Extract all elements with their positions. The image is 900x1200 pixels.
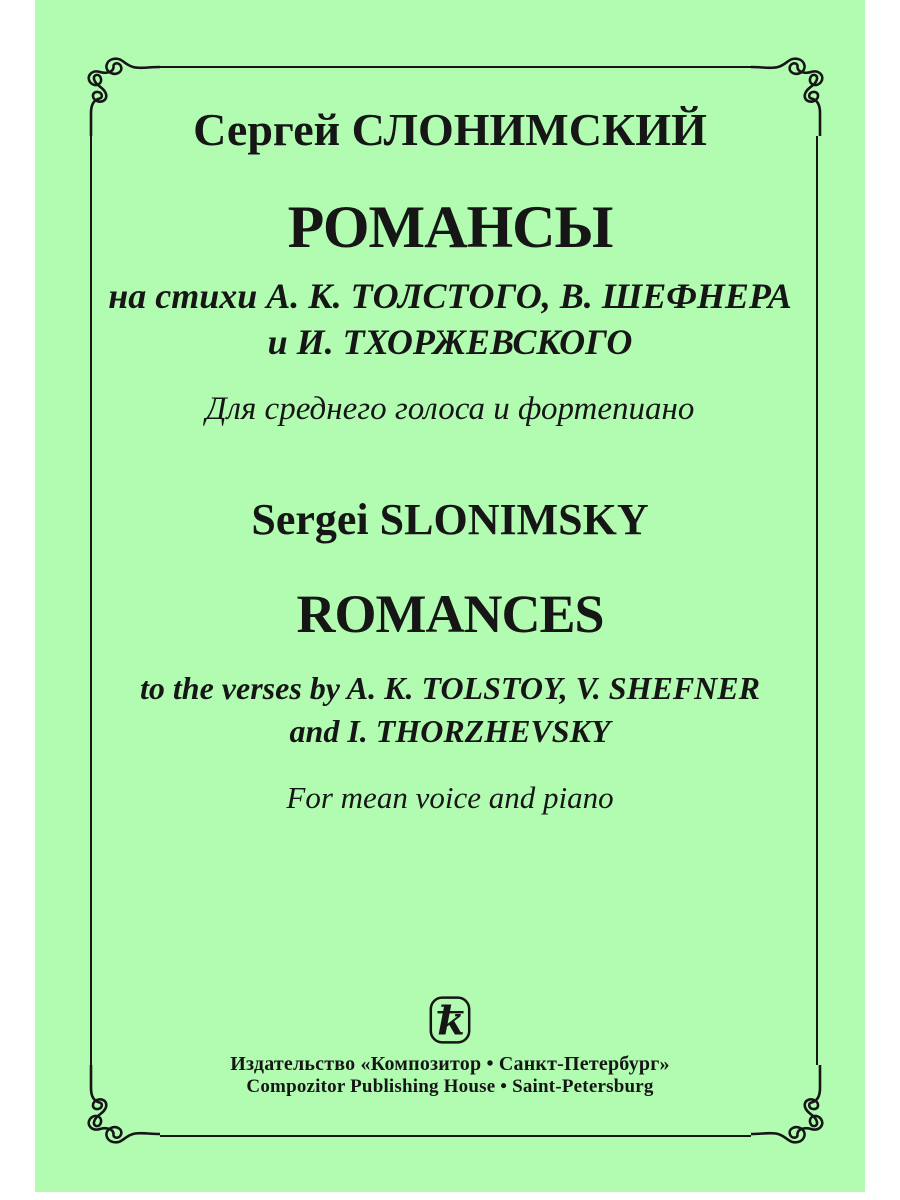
- subtitle-english-line2: and I. THORZHEVSKY: [289, 713, 611, 749]
- composer-name-english: Sergei SLONIMSKY: [251, 495, 649, 544]
- cover-content: [35, 0, 865, 1192]
- subtitle-english-line1: to the verses by A. K. TOLSTOY, V. SHEFNER: [140, 670, 760, 706]
- subtitle-russian-line1: на стихи А. К. ТОЛСТОГО, В. ШЕФНЕРА: [108, 276, 792, 316]
- subtitle-russian-line2: и И. ТХОРЖЕВСКОГО: [267, 322, 633, 362]
- publisher-logo-icon: [35, 996, 865, 1044]
- title-russian: РОМАНСЫ: [287, 194, 613, 260]
- publisher-name-english: Compozitor Publishing House • Saint-Petersburg: [246, 1076, 654, 1097]
- scoring-note-russian: Для среднего голоса и фортепиано: [205, 391, 695, 427]
- cover-page: [35, 0, 865, 1192]
- scoring-note-english: For mean voice and piano: [286, 780, 614, 815]
- title-english: ROMANCES: [296, 584, 604, 644]
- publisher-logo-letter: k: [437, 998, 465, 1044]
- publisher-name-russian: Издательство «Композитор • Санкт-Петербург»: [230, 1053, 670, 1075]
- composer-name-russian: Сергей СЛОНИМСКИЙ: [193, 104, 707, 155]
